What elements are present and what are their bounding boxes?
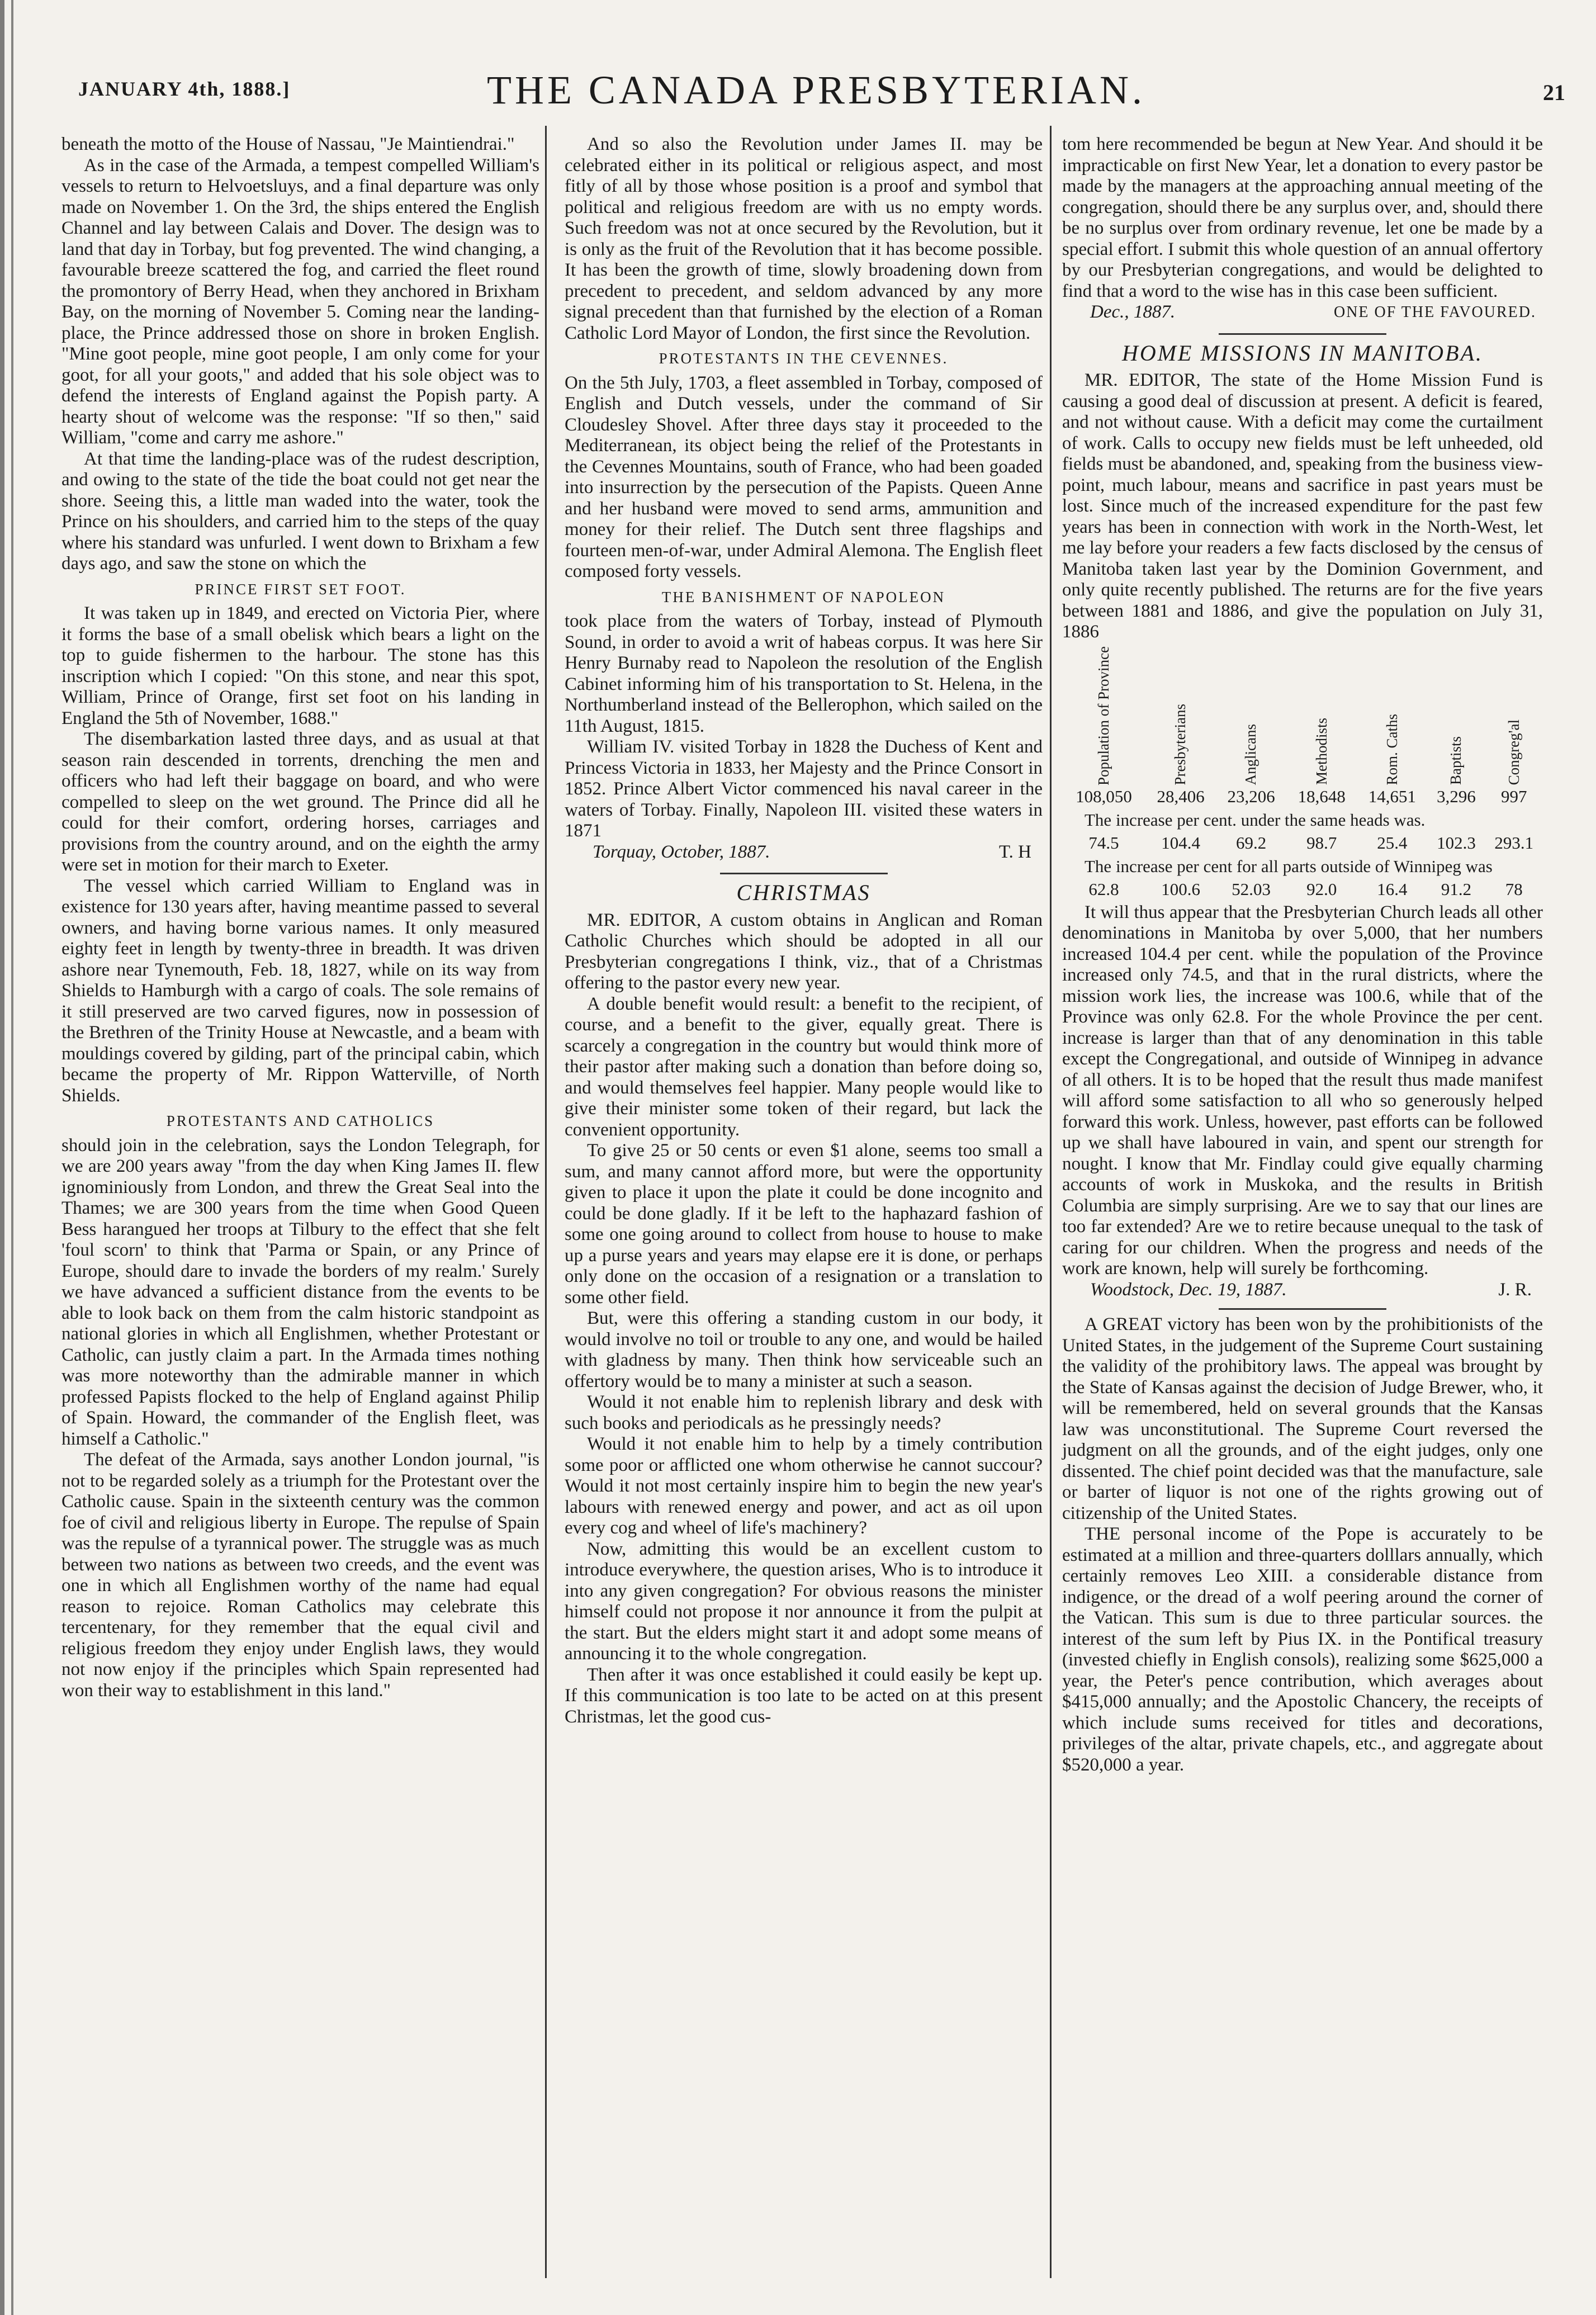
column-2 xyxy=(565,134,1043,1727)
table-header: Presbyterians xyxy=(1172,704,1189,785)
signature-line xyxy=(565,842,1043,863)
table-row xyxy=(1062,785,1543,808)
signature-line xyxy=(1062,1280,1543,1301)
table-cell: 16.4 xyxy=(1377,879,1408,900)
paragraph: tom here recommended be begun at New Year. And should it be impracticable on first New Year, let a donation to every pastor be made by the managers at the approaching annual meeting of the congregation, should there be any surplus over, and, should there be no surplus over from ordinary revenue, let one be made by a special effort. I submit this whole question of an annual offertory by our Presbyterian congregations, and would be delighted to find that a word to the wise has in this case been sufficient. xyxy=(1062,134,1543,301)
table-cell: 69.2 xyxy=(1236,833,1267,853)
table-header: Baptists xyxy=(1447,736,1465,785)
table-header: Rom. Caths xyxy=(1383,713,1400,785)
paragraph: Then after it was once established it could easily be kept up. If this communication is too late to be acted on at this present Christmas, let the good cus- xyxy=(565,1664,1043,1727)
signature-date: Dec., 1887. xyxy=(1090,302,1176,322)
paragraph: Would it not enable him to help by a timely contribution some poor or afflicted one whom otherwise he cannot succour? Would it not most certainly inspire him to begin the new year's labours with renewed energy and power, and act as oil upon every cog and wheel of life's machinery? xyxy=(565,1434,1043,1538)
scan-edge xyxy=(0,0,29,2315)
table-row xyxy=(1062,831,1543,855)
issue-date: JANUARY 4th, 1888.] xyxy=(78,78,291,100)
subheading: PRINCE FIRST SET FOOT. xyxy=(195,580,406,598)
column-rule xyxy=(545,126,547,2278)
table-header: Population of Province xyxy=(1095,646,1112,785)
paragraph: Now, admitting this would be an excellent custom to introduce everywhere, the question arises, Who is to introduce it into any given congregation? For obvious reasons the minister himself could not propose it nor announce it from the pulpit at the start. But the elders might start it and adopt some means of announcing it to the whole congregation. xyxy=(565,1538,1043,1664)
signature-place: Torquay, October, 1887. xyxy=(593,841,770,862)
census-table xyxy=(1062,646,1543,901)
table-cell: 25.4 xyxy=(1377,833,1408,853)
table-cell: 92.0 xyxy=(1306,879,1337,900)
page-number: 21 xyxy=(1543,80,1565,105)
paragraph: As in the case of the Armada, a tempest compelled William's vessels to return to Helvoetsluys, and a final departure was only made on November 1. On the 3rd, the ships entered the English Channel and lay between Calais and Dover. The design was to land that day in Torbay, but fog prevented. The wind changing, a favourable breeze scattered the fog, and carried the fleet round the promontory of Berry Head, when they anchored in Brixham Bay, on the morning of November 5. Coming near the landing-place, the Prince addressed those on shore in broken English. "Mine goot people, mine goot people, I am only come for your goot, for all your goots," and added that his sole object was to defend the interests of England against the Popish party. A hearty shout of welcome was the response: "If so then," said William, "come and carry me ashore." xyxy=(61,155,539,448)
masthead-title: THE CANADA PRESBYTERIAN. xyxy=(486,68,1146,112)
table-cell: 102.3 xyxy=(1437,833,1476,853)
subheading: THE BANISHMENT OF NAPOLEON xyxy=(661,588,946,605)
paragraph: It will thus appear that the Presbyterian Church leads all other denominations in Manitoba by over 5,000, that her numbers increased 104.4 per cent. while the population of the Province increased only 74.5, and that in the rural districts, where the mission work lies, the increase was 100.6, while that of the Province was only 62.8. For the whole Province the per cent. increase is larger than that of any denomination in this table except the Congregational, and outside of Winnipeg in advance of all others. It is to be hoped that the result thus made manifest will afford some satisfaction to all who so generously helped forward this work. Unless, however, past efforts can be followed up we shall have laboured in vain, and spent our strength for nought. I know that Mr. Findlay could give equally charming accounts of work in Muskoka, and the results in British Columbia are simply surprising. Are we to say that our lines are too far extended? Are we to retire because unequal to the task of caring for our children. When the progress and needs of the work are known, help will surely be forthcoming. xyxy=(1062,902,1543,1279)
table-cell: 293.1 xyxy=(1494,833,1534,853)
table-caption: The increase per cent for all parts outside of Winnipeg was xyxy=(1084,856,1493,876)
section-rule xyxy=(1219,333,1386,335)
paragraph: took place from the waters of Torbay, instead of Plymouth Sound, in order to avoid a writ of habeas corpus. It was here Sir Henry Burnaby read to Napoleon the resolution of the English Cabinet informing him of his transportation to St. Helena, in the Northumberland instead of the Bellerophon, which sailed on the 11th August, 1815. xyxy=(565,611,1043,736)
table-cell: 62.8 xyxy=(1088,879,1119,900)
table-header: Congreg'al xyxy=(1505,719,1522,785)
table-cell: 98.7 xyxy=(1306,833,1337,853)
column-rule xyxy=(1050,126,1052,2278)
paragraph: The defeat of the Armada, says another London journal, "is not to be regarded solely as a triumph for the Protestant over the Catholic cause. Spain in the sixteenth century was the common foe of civil and religious liberty in Europe. The repulse of Spain was the repulse of a tyrannical power. The struggle was as much between two nations as between two creeds, and the event was one in which all Englishmen worthy of the name had equal reason to rejoice. Roman Catholics may celebrate this tercentenary, for they remember that the equal civil and religious freedom they enjoy under English laws, they would not now enjoy if the principles which Spain represented had won their way to establishment in this land." xyxy=(61,1450,539,1701)
paragraph: And so also the Revolution under James II. may be celebrated either in its political or religious aspect, and most fitly of all by those whose position is a proof and symbol that political and religious freedom are with us no empty words. Such freedom was not at once secured by the Revolution, but it is only as the fruit of the Revolution that it has become possible. It has been the growth of time, slowly broadening down from precedent to precedent, and seldom advanced by any more signal precedent than that furnished by the election of a Roman Catholic Lord Mayor of London, the first since the Revolution. xyxy=(565,134,1043,343)
section-rule xyxy=(1219,1308,1386,1310)
section-rule xyxy=(720,873,888,874)
table-cell: 997 xyxy=(1501,787,1527,807)
table-cell: 52.03 xyxy=(1232,879,1271,900)
signature-place: Woodstock, Dec. 19, 1887. xyxy=(1090,1279,1287,1300)
paragraph: William IV. visited Torbay in 1828 the Duchess of Kent and Princess Victoria in 1833, her Majesty and the Prince Consort in 1852. Prince Albert Victor commenced his naval career in the waters of Torbay. Finally, Napoleon III. visited these waters in 1871 xyxy=(565,737,1043,841)
table-cell: 14,651 xyxy=(1368,787,1416,807)
table-cell: 100.6 xyxy=(1161,879,1200,900)
table-cell: 23,206 xyxy=(1227,787,1275,807)
table-row xyxy=(1062,878,1543,901)
table-header: Methodists xyxy=(1313,718,1330,785)
table-cell: 3,296 xyxy=(1437,787,1476,807)
table-cell: 74.5 xyxy=(1088,833,1119,853)
paragraph: beneath the motto of the House of Nassau, "Je Maintiendrai." xyxy=(61,134,515,154)
paragraph: MR. EDITOR, The state of the Home Mission Fund is causing a good deal of discussion at present. A deficit is feared, and not without cause. With a deficit may come the curtailment of work. Calls to occupy new fields must be left unheeded, old fields must be abandoned, and, speaking from the business view-point, much labour, means and sacrifice in past years must be lost. Since much of the increased expenditure for the past few years has been in connection with work in the North-West, let me lay before your readers a few facts disclosed by the census of Manitoba taken last year by the Dominion Government, and only quite recently published. The returns are for the five years between 1881 and 1886, and give the population on July 31, 1886 xyxy=(1062,370,1543,642)
paragraph: The vessel which carried William to England was in existence for 130 years after, having meantime passed to several owners, and having borne various names. It only measured eighty feet in length by twenty-three in breadth. It was driven ashore near Tynemouth, Feb. 18, 1827, while on its way from Shields to Hamburgh with a cargo of coals. The sole remains of it still preserved are two carved figures, now in possession of the Brethren of the Trinity House at Newcastle, and a beam with mouldings covered by gilding, part of the principal cabin, which became the property of Mr. Rippon Watterville, of North Shields. xyxy=(61,875,539,1106)
table-cell: 78 xyxy=(1505,879,1523,900)
paragraph: THE personal income of the Pope is accurately to be estimated at a million and three-quarters dolllars annually, which certainly removes Leo XIII. a considerable distance from indigence, or the dread of a wolf peering around the corner of the Vatican. This sum is due to three particular sources. the interest of the sum left by Pius IX. in the Pontifical treasury (invested chiefly in English consols), realizing some $625,000 a year, the Peter's pence contribution, which averages about $415,000 annually; and the Apostolic Chancery, the receipts of which include sums received for titles and decorations, privileges of the altar, private chapels, etc., and aggregate about $520,000 a year. xyxy=(1062,1524,1543,1775)
signature-initials: J. R. xyxy=(1498,1279,1532,1300)
signature-line xyxy=(1062,302,1543,323)
paragraph: should join in the celebration, says the London Telegraph, for we are 200 years away "from the day when King James II. flew ignominiously from London, and threw the Great Seal into the Thames; we are 300 years from the time when Good Queen Bess harangued her troops at Tilbury to the effect that she felt 'foul scorn' to think that 'Parma or Spain, or any Prince of Europe, should dare to invade the borders of my realm.' Surely we have advanced a sufficient distance from the events to be able to look back on them from the calm historic standpoint as national glories in which all Englishmen, whether Protestant or Catholic, can justly claim a part. In the Armada times nothing was more noteworthy than the admirable manner in which professed Papists flocked to the help of England against Philip of Spain. Howard, the commander of the English fleet, was himself a Catholic." xyxy=(61,1135,539,1449)
paragraph: MR. EDITOR, A custom obtains in Anglican and Roman Catholic Churches which should be adopted in all our Presbyterian congregations I think, viz., that of a Christmas offering to the pastor every new year. xyxy=(565,910,1043,993)
page-header xyxy=(67,67,1565,117)
paragraph: It was taken up in 1849, and erected on Victoria Pier, where it forms the base of a small obelisk which bears a light on the top to guide fishermen to the harbour. The stone has this inscription which I copied: "On this stone, and near this spot, William, Prince of Orange, first set foot on his landing in England the 5th of November, 1688." xyxy=(61,603,539,728)
subheading: PROTESTANTS IN THE CEVENNES. xyxy=(659,350,949,367)
column-1 xyxy=(61,134,539,1701)
paragraph: A double benefit would result: a benefit to the recipient, of course, and a benefit to the giver, equally great. There is scarcely a congregation in the country but would think more of their pastor after making such a donation than before doing so, and would themselves feel happier. Many people would like to give their minister some token of their regard, but lack the convenient opportunity. xyxy=(565,993,1043,1140)
signature-initials: T. H xyxy=(998,841,1031,862)
paragraph: To give 25 or 50 cents or even $1 alone, seems too small a sum, and many cannot afford more, but were the opportunity given to place it upon the plate it could be done incognito and could be done gladly. If it be left to the haphazard fashion of some one going around to collect from house to house to make up a purse years and years may elapse ere it is done, or perhaps only done on the occasion of a resignation or a translation to some other field. xyxy=(565,1140,1043,1308)
paragraph: A GREAT victory has been won by the prohibitionists of the United States, in the judgement of the Supreme Court sustaining the validity of the prohibitory laws. The appeal was brought by the State of Kansas against the decision of Judge Brewer, who, it will be remembered, held on several grounds that the Kansas law was unconstitutional. The Supreme Court reversed the judgment on all the grounds, and of the eight judges, only one dissented. The chief point decided was that the manufacture, sale or barter of liquor is not one of the rights growing out of citizenship of the United States. xyxy=(1062,1314,1543,1523)
table-cell: 104.4 xyxy=(1161,833,1200,853)
table-cell: 18,648 xyxy=(1297,787,1346,807)
paragraph: On the 5th July, 1703, a fleet assembled in Torbay, composed of English and Dutch vessels, under the command of Sir Cloudesley Shovel. After three days stay it proceeded to the Mediterranean, its object being the relief of the Protestants in the Cevennes Mountains, south of France, who had been goaded into insurrection by the persecution of the Papists. Queen Anne and her husband were moved to send arms, ammunition and money for their relief. The Dutch sent three flagships and fourteen men-of-war, under Admiral Alemona. The English fleet composed forty vessels. xyxy=(565,372,1043,581)
column-3 xyxy=(1062,134,1543,1776)
paragraph: Would it not enable him to replenish library and desk with such books and periodicals as he pressingly needs? xyxy=(565,1392,1043,1433)
article-heading: HOME MISSIONS IN MANITOBA. xyxy=(1121,340,1484,366)
table-caption: The increase per cent. under the same heads was. xyxy=(1084,809,1425,830)
table-cell: 28,406 xyxy=(1157,787,1205,807)
paragraph: The disembarkation lasted three days, and as usual at that season rain descended in torrents, drenching the men and officers who had left their baggage on board, and who were compelled to sleep on the wet ground. The Prince did all he could for their comfort, ordering horses, carriages and provisions from the country around, and on the eighth the army were set in motion for their march to Exeter. xyxy=(61,729,539,875)
article-heading: CHRISTMAS xyxy=(736,880,871,905)
paragraph: At that time the landing-place was of the rudest description, and owing to the state of the tide the boat could not get near the shore. Seeing this, a little man waded into the water, took the Prince on his shoulders, and carried him to the steps of the quay where his standard was unfurled. I went down to Brixham a few days ago, and saw the stone on which the xyxy=(61,448,539,574)
subheading: PROTESTANTS AND CATHOLICS xyxy=(166,1112,435,1129)
signature-name: ONE OF THE FAVOURED. xyxy=(1333,304,1536,321)
table-header: Anglicans xyxy=(1242,724,1259,785)
paragraph: But, were this offering a standing custom in our body, it would involve no toil or trouble to any one, and would be hailed with gladness by many. Then think how serviceable such an offertory would be to many a minister at such a season. xyxy=(565,1308,1043,1391)
table-cell: 91.2 xyxy=(1441,879,1472,900)
table-cell: 108,050 xyxy=(1076,787,1132,807)
